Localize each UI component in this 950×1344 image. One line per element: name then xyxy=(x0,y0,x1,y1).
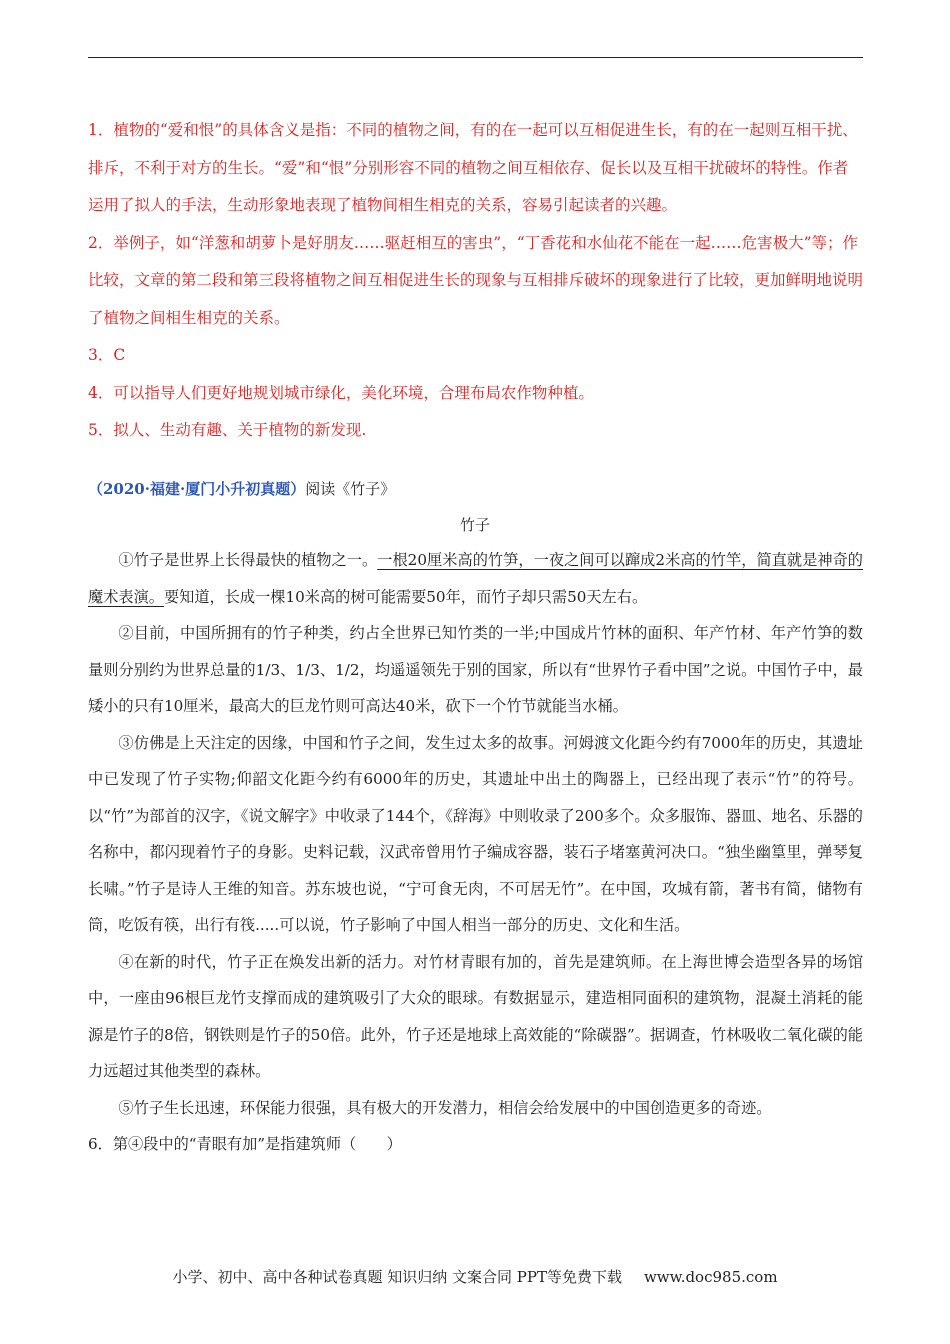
answer-2: 2．举例子，如“洋葱和胡萝卜是好朋友……驱赶相互的害虫”，“丁香花和水仙花不能在一起……危害极大”等；作比较，文章的第二段和第三段将植物之间互相促进生长的现象与互相排斥破坏的现象进行了比较，更加鲜明地说明了植物之间相生相克的关系。 xyxy=(88,233,864,327)
answer-3: 3．C xyxy=(88,346,126,364)
footer-site: www.doc985.com xyxy=(643,1268,778,1286)
answer-5: 5．拟人、生动有趣、关于植物的新发现. xyxy=(88,421,367,439)
p1-underlined-sentence: 一根20厘米高的竹笋，一夜之间可以蹿成2米高的竹竿，简直就是神奇的魔术表演。 xyxy=(88,551,863,606)
essay-title: 竹子 xyxy=(459,516,490,534)
answer-list xyxy=(88,112,863,450)
answer-1: 1．植物的“爱和恨”的具体含义是指：不同的植物之间，有的在一起可以互相促进生长，有的在一起则互相干扰、排斥，不利于对方的生长。“爱”和“恨”分别形容不同的植物之间互相依存、促长以及互相干扰破坏的特性。作者运用了拟人的手法，生动形象地表现了植物间相生相克的关系，容易引起读者的兴趣。 xyxy=(88,121,858,214)
p1-lead: ①竹子是世界上长得最快的植物之一。 xyxy=(118,551,378,569)
answer-4: 4．可以指导人们更好地规划城市绿化，美化环境，合理布局农作物种植。 xyxy=(88,383,594,402)
p1-tail: 要知道，长成一棵10米高的树可能需要50年，而竹子却只需50天左右。 xyxy=(163,587,648,606)
footer-text: 小学、初中、高中各种试卷真题 知识归纳 文案合同 PPT等免费下载 xyxy=(172,1268,622,1286)
essay-paragraph-2: ②目前，中国所拥有的竹子种类，约占全世界已知竹类的一半;中国成片竹林的面积、年产竹材、年产竹笋的数量则分别约为世界总量的1/3、1/3、1/2，均遥遥领先于别的国家，所以有“世界竹子看中国”之说。中国竹子中，最矮小的只有10厘米，最高大的巨龙竹则可高达40米，砍下一个竹节就能当水桶。 xyxy=(88,624,863,715)
essay-body xyxy=(88,542,863,1163)
reading-source xyxy=(88,478,395,499)
question-6: 6．第④段中的“青眼有加”是指建筑师（ ） xyxy=(88,1135,402,1153)
essay-paragraph-5: ⑤竹子生长迅速，环保能力很强，具有极大的开发潜力，相信会给发展中的中国创造更多的奇迹。 xyxy=(118,1098,772,1117)
page-footer xyxy=(0,1266,950,1287)
source-tag: （2020·福建·厦门小升初真题） xyxy=(88,480,306,498)
essay-paragraph-3: ③仿佛是上天注定的因缘，中国和竹子之间，发生过太多的故事。河姆渡文化距今约有7000年的历史，其遗址中已发现了竹子实物;仰韶文化距今约有6000年的历史，其遗址中出土的陶器上，已经出现了表示“竹”的符号。以“竹”为部首的汉字，《说文解字》中收录了144个，《辞海》中则收录了200多个。众多服饰、器皿、地名、乐器的名称中，都闪现着竹子的身影。史料记载，汉武帝曾用竹子编成容器，装石子堵塞黄河决口。“独坐幽篁里，弹琴复长啸。”竹子是诗人王维的知音。苏东坡也说，“宁可食无肉，不可居无竹”。在中国，攻城有箭，著书有简，储物有筒，吃饭有筷，出行有筏.....可以说，竹子影响了中国人相当一部分的历史、文化和生活。 xyxy=(88,733,863,934)
essay-paragraph-4: ④在新的时代，竹子正在焕发出新的活力。对竹材青眼有加的，首先是建筑师。在上海世博会造型各异的场馆中，一座由96根巨龙竹支撑而成的建筑吸引了大众的眼球。有数据显示，建造相同面积的建筑物，混凝土消耗的能源是竹子的8倍，钢铁则是竹子的50倍。此外，竹子还是地球上高效能的“除碳器”。据调查，竹林吸收二氧化碳的能力远超过其他类型的森林。 xyxy=(88,952,863,1080)
essay-paragraph-1 xyxy=(88,542,863,615)
source-text: 阅读《竹子》 xyxy=(305,480,396,498)
header-rule xyxy=(88,57,863,58)
